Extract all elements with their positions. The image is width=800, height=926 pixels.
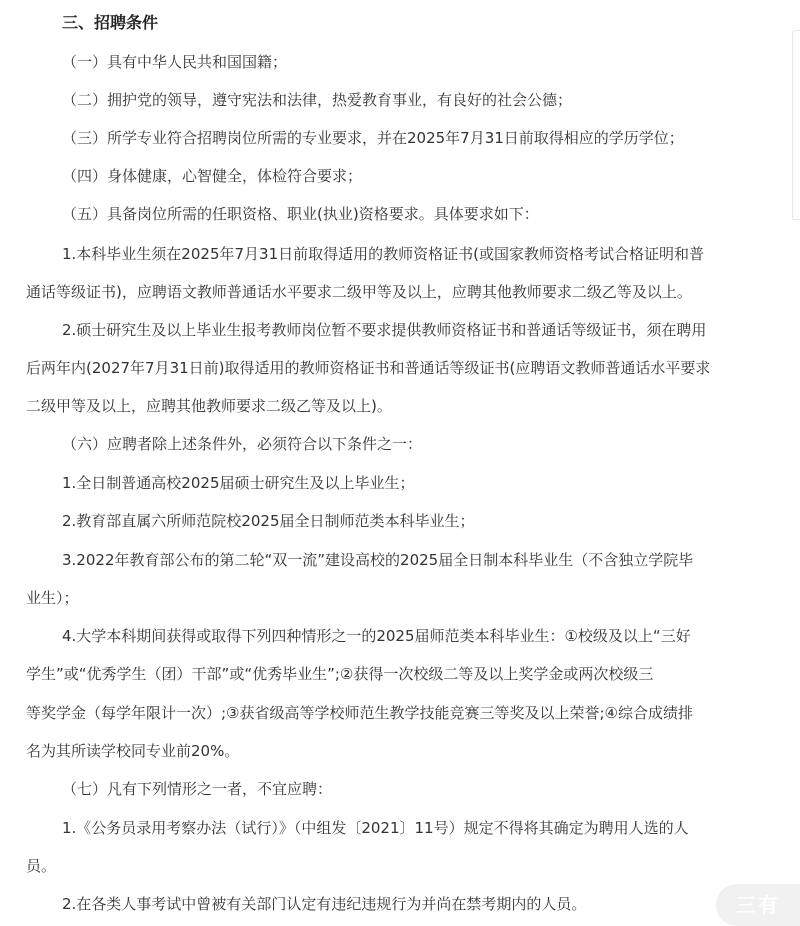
paragraph-line: （三）所学专业符合招聘岗位所需的专业要求，并在2025年7月31日前取得相应的学历学位；: [62, 129, 684, 147]
watermark-logo: 三有: [716, 884, 800, 926]
paragraph-line: 通话等级证书)，应聘语文教师普通话水平要求二级甲等及以上，应聘其他教师要求二级乙等及以上。: [26, 283, 692, 301]
paragraph-line: 3.2022年教育部公布的第二轮“双一流”建设高校的2025届全日制本科毕业生（不含独立学院毕: [62, 551, 694, 569]
paragraph-line: 等奖学金（每学年限计一次）;③获省级高等学校师范生教学技能竞赛三等奖及以上荣誉;④综合成绩排: [26, 704, 694, 722]
paragraph-line: （七）凡有下列情形之一者，不宜应聘：: [62, 780, 333, 798]
paragraph-line: （四）身体健康，心智健全，体检符合要求；: [62, 167, 363, 185]
paragraph-line: 4.大学本科期间获得或取得下列四种情形之一的2025届师范类本科毕业生：①校级及以上“三好: [62, 627, 691, 645]
paragraph-line: 2.硕士研究生及以上毕业生报考教师岗位暂不要求提供教师资格证书和普通话等级证书，须在聘用: [62, 321, 707, 339]
paragraph-line: 员。: [26, 857, 57, 875]
paragraph-line: 后两年内(2027年7月31日前)取得适用的教师资格证书和普通话等级证书(应聘语文教师普通话水平要求: [26, 359, 711, 377]
paragraph-line: （六）应聘者除上述条件外，必须符合以下条件之一：: [62, 435, 423, 453]
paragraph-line: （一）具有中华人民共和国国籍；: [62, 53, 288, 71]
paragraph-line: 1.本科毕业生须在2025年7月31日前取得适用的教师资格证书(或国家教师资格考试合格证明和普: [62, 245, 704, 263]
paragraph-line: 1.《公务员录用考察办法（试行）》（中组发〔2021〕11号）规定不得将其确定为聘用人选的人: [62, 819, 689, 837]
paragraph-line: （二）拥护党的领导，遵守宪法和法律，热爱教育事业，有良好的社会公德；: [62, 91, 573, 109]
paragraph-line: 学生”或“优秀学生（团）干部”或“优秀毕业生”;②获得一次校级二等及以上奖学金或两次校级三: [26, 665, 654, 683]
paragraph-line: 2.教育部直属六所师范院校2025届全日制师范类本科毕业生；: [62, 512, 475, 530]
paragraph-line: 2.在各类人事考试中曾被有关部门认定有违纪违规行为并尚在禁考期内的人员。: [62, 895, 587, 913]
side-panel-edge: [792, 30, 800, 220]
paragraph-line: 二级甲等及以上，应聘其他教师要求二级乙等及以上)。: [26, 397, 392, 415]
paragraph-line: 业生）；: [26, 589, 79, 607]
section-heading: 三、招聘条件: [62, 13, 159, 32]
paragraph-line: 名为其所读学校同专业前20%。: [26, 742, 240, 760]
paragraph-line: 1.全日制普通高校2025届硕士研究生及以上毕业生；: [62, 474, 415, 492]
paragraph-line: （五）具备岗位所需的任职资格、职业(执业)资格要求。具体要求如下：: [62, 205, 539, 223]
